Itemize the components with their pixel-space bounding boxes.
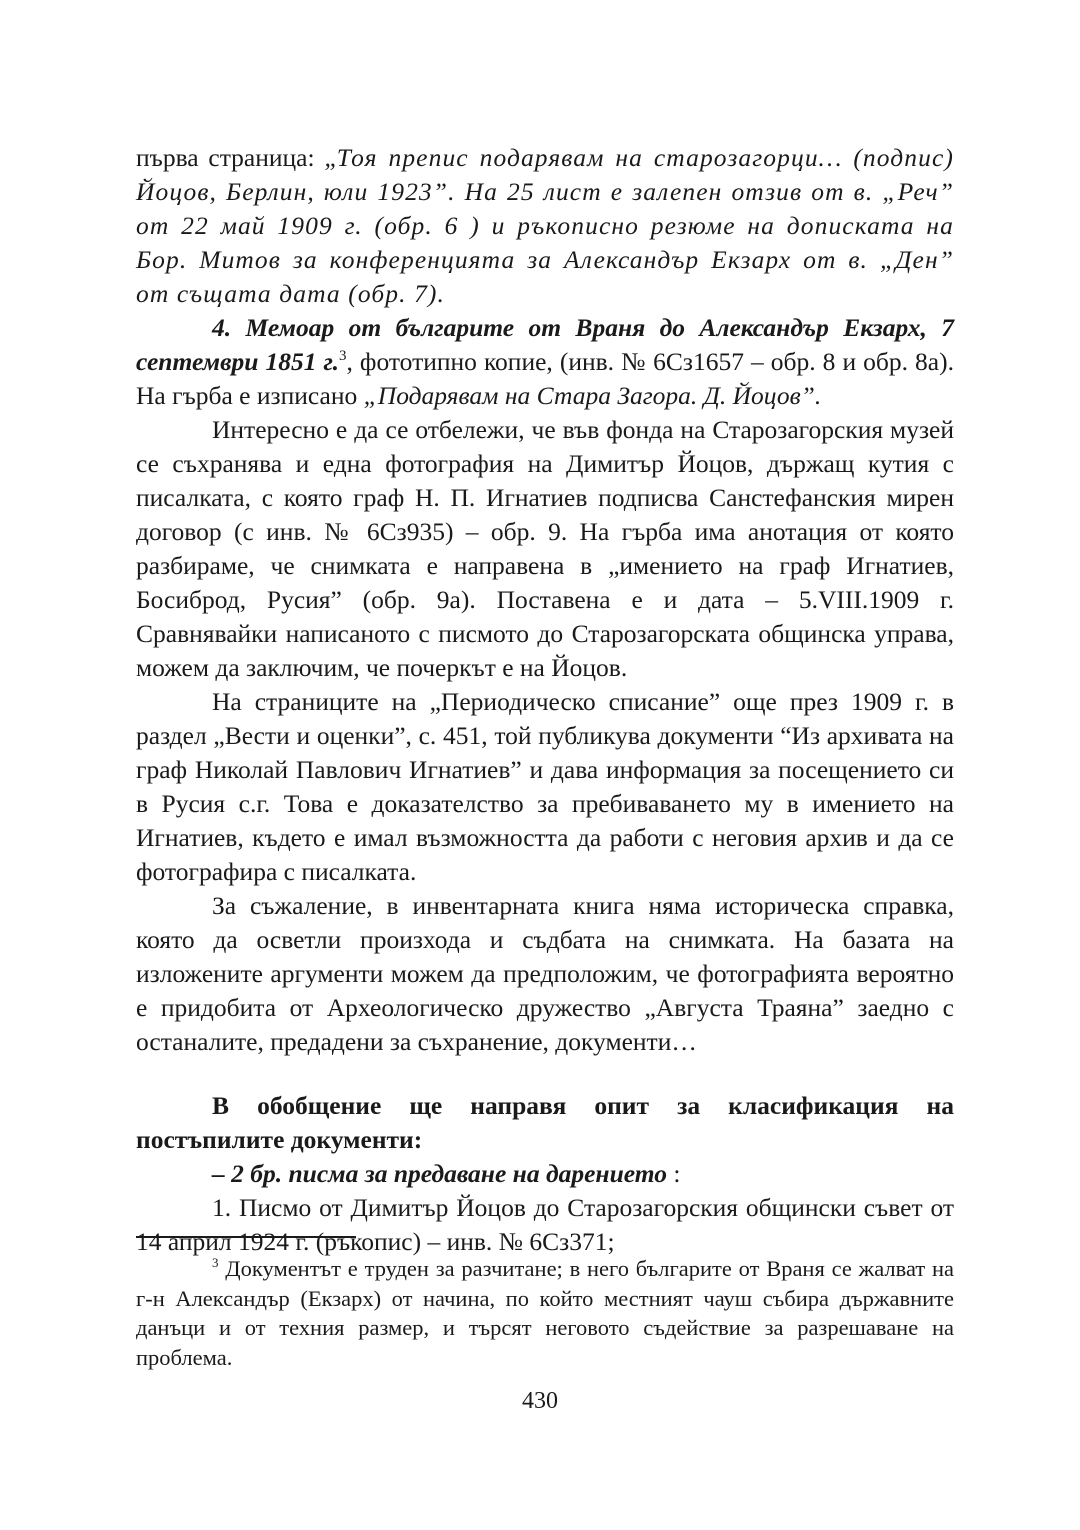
letters-subheading-tail: : <box>666 1159 681 1188</box>
footnote-number: 3 <box>212 1255 219 1270</box>
intro-lead-text: първа страница: <box>136 143 325 172</box>
summary-subheading <box>136 1157 954 1191</box>
footnote-paragraph <box>136 1254 954 1372</box>
page-number: 430 <box>522 1388 558 1414</box>
body-paragraph: За съжаление, в инвентарната книга няма историческа справка, която да осветли произхода и съдбата на снимката. На базата на изложените аргументи можем да предположим, че фотографията вероятно е придобита от Археологическо дружество „Августа Траяна” заедно с останалите, предадени за съхранение, документи… <box>136 891 954 1056</box>
body-paragraph: На страниците на „Периодическо списание” още през 1909 г. в раздел „Вести и оценки”, с. 451, той публикува документи “Из архивата на граф Николай Павлович Игнатиев” и дава информация за посещението си в Русия с.г. Това е доказателство за пребиваването му в имението на Игнатиев, където е имал възможността да работи с неговия архив и да се фотографира с писалката. <box>136 687 954 886</box>
intro-italic-quote: „Тоя препис подарявам на старозагорци… (подпис) Йоцов, Берлин, юли 1923”. На 25 лист е залепен отзив от в. „Реч” от 22 май 1909 г. (обр. 6 ) и ръкописно резюме на дописката на Бор. Митов за конференцията за Александър Екзарх от в. „Ден” от същата дата (обр. 7). <box>136 143 954 308</box>
letters-subheading: – 2 бр. писма за предаване на дарението <box>212 1159 667 1188</box>
intro-paragraph <box>136 141 954 311</box>
footnote-separator <box>136 1236 356 1238</box>
list-item: 1. Писмо от Димитър Йоцов до Старозагорския общински съвет от 14 април 1924 г. (ръкопис) – инв. № 6Сз371; <box>136 1193 954 1256</box>
item-4-quote: „Подарявам на Стара Загора. Д. Йоцов”. <box>363 381 822 410</box>
body-paragraph: Интересно е да се отбележи, че във фонда на Старозагорския музей се съхранява и една фотография на Димитър Йоцов, държащ кутия с писалката, с която граф Н. П. Игнатиев подписва Санстефанския мирен договор (с инв. № 6Сз935) – обр. 9. На гърба има анотация от която разбираме, че снимката е направена в „имението на граф Игнатиев, Босиброд, Русия” (обр. 9а). Поставена е и дата – 5.VIII.1909 г. Сравнявайки написаното с писмото до Старозагорската общинска управа, можем да заключим, че почеркът е на Йоцов. <box>136 415 954 682</box>
item-4-text: , фототипно копие, (инв. № 6Сз1657 – обр. 8 и обр. 8а). На гърба е изписано <box>136 347 954 410</box>
footnote-text: Документът е труден за разчитане; в него българите от Враня се жалват на г-н Александър (Екзарх) от начина, по който местният чауш събира държавните данъци и от техния размер, и търсят неговото съдействие за разрешаване на проблема. <box>136 1256 954 1370</box>
summary-heading: В обобщение ще направя опит за класификация на постъпилите документи: <box>136 1091 954 1154</box>
item-4-paragraph <box>136 311 954 413</box>
footnote-reference: 3 <box>339 348 347 364</box>
footnote <box>136 1254 954 1372</box>
main-text <box>136 141 954 1259</box>
item-4-heading: 4. Мемоар от българите от Враня до Александър Екзарх, 7 септември 1851 г. <box>136 313 954 376</box>
